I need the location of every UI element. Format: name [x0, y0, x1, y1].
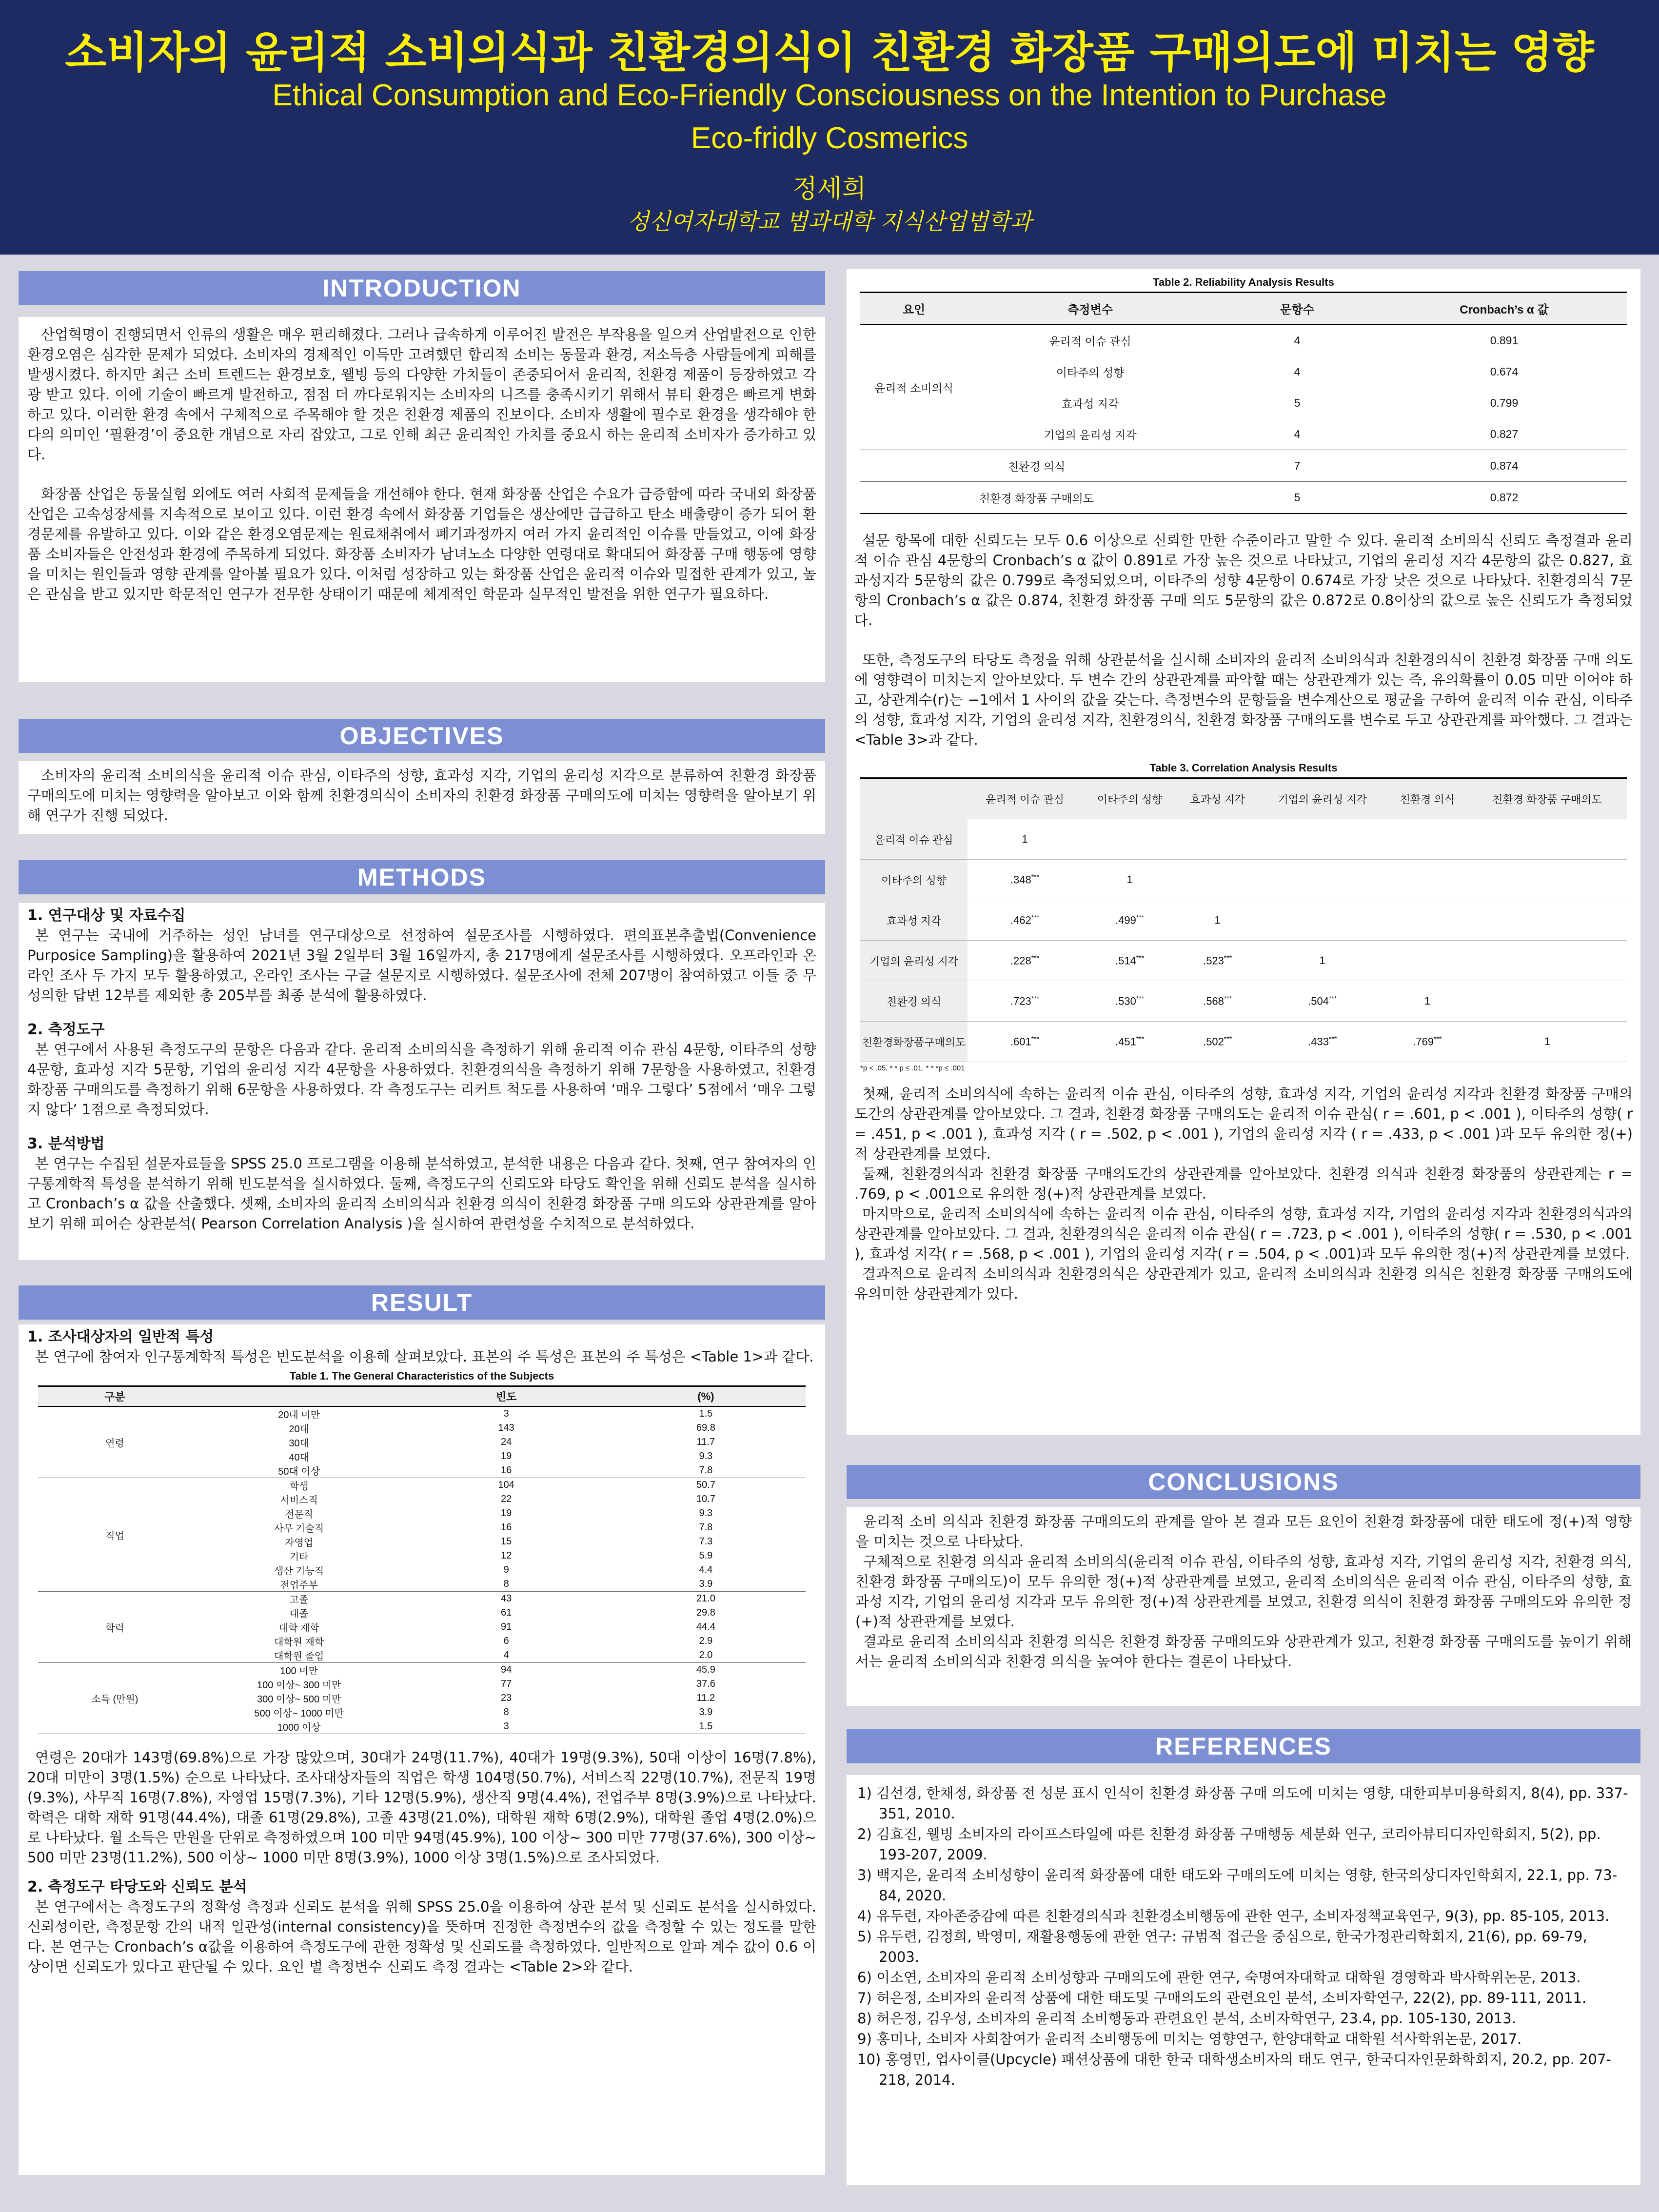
table-cell: 2.0	[606, 1648, 806, 1663]
table-row	[38, 1406, 806, 1421]
table-cell: 2.9	[699, 1636, 713, 1646]
table-cell	[1467, 1022, 1627, 1062]
correlation-value: .504	[1308, 995, 1329, 1007]
table-cell	[1467, 819, 1627, 860]
table-cell: 전업주부	[192, 1577, 407, 1592]
table-cell: 0.872	[1382, 482, 1627, 514]
table-1-header	[192, 1386, 407, 1407]
significance-stars: ***	[1136, 994, 1145, 1003]
correlation-conclusion: 결과적으로 윤리적 소비의식과 친환경의식은 상관관계가 있고, 윤리적 소비의식과 친환경 의식은 친환경 화장품 구매의도에 유의미한 상관관계가 있다.	[854, 1265, 1633, 1302]
table-cell	[1258, 819, 1387, 860]
table-row	[860, 981, 1627, 1022]
intro-heading: INTRODUCTION	[19, 271, 825, 305]
methods-section-1-text: 본 연구는 국내에 거주하는 성인 남녀를 연구대상으로 선정하여 설문조사를 시행하였다. 편의표본추출법(Convenience Purposice Sampling)을 활용하여 2021년 3월 2일부터 3월 16일까지, 총 217명에게 설문조사를 시행하였다. 오프라인과 온라인 조사 두 가지 모두 활용하였고, 온라인 조사는 구글 설문지로 시행하였다. 설문조사에 전체 207명이 참여하였고 이들 중 무성의한 답변 12부를 제외한 총 205부를 최종 분석에 활용하였다.	[27, 927, 816, 1004]
table-cell: 0.674	[1490, 365, 1519, 378]
table-cell: 19	[501, 1451, 512, 1462]
table-1-caption: Table 1. The General Characteristics of the Subjects	[289, 1370, 554, 1382]
table-row	[860, 860, 1627, 900]
table-cell	[1082, 981, 1177, 1022]
correlation-value: .502	[1203, 1035, 1224, 1048]
table-cell: 23	[501, 1693, 512, 1703]
result-panel	[19, 1324, 825, 2175]
table-3-column-header: 이타주의 성향	[1082, 778, 1177, 819]
table-cell: 4.4	[699, 1564, 713, 1575]
table-cell	[968, 860, 1082, 900]
table-cell: 0.799	[1490, 396, 1519, 409]
reference-item: 7) 허은정, 소비자의 윤리적 상품에 대한 태도및 구매의도의 관련요인 분석, 소비자학연구, 22(2), pp. 89-111, 2011.	[857, 1990, 1587, 2006]
correlation-value: .228	[1010, 954, 1031, 967]
table-cell: 21.0	[696, 1593, 715, 1604]
table-cell: 0.874	[1490, 459, 1519, 472]
table-cell: 친환경 화장품 구매의도	[860, 482, 1213, 514]
table-cell: 3	[407, 1719, 606, 1734]
table-cell	[1387, 941, 1468, 981]
table-cell	[1467, 941, 1627, 981]
table-cell: 4	[407, 1648, 606, 1663]
author: 정세희	[792, 175, 867, 204]
table-cell: 24	[501, 1437, 512, 1447]
table-2-group-label: 윤리적 소비의식	[874, 381, 953, 395]
table-cell	[1387, 860, 1468, 900]
table-1-group-label: 소득 (만원)	[38, 1663, 192, 1734]
table-cell: 9	[503, 1564, 509, 1575]
table-cell: 0.891	[1490, 334, 1519, 347]
table-cell: 15	[501, 1536, 512, 1547]
correlation-value: .769	[1413, 1035, 1434, 1048]
table-cell: 5	[1294, 396, 1301, 409]
table-cell: 대졸	[289, 1609, 309, 1620]
conclusions-paragraph-1: 윤리적 소비 의식과 친환경 화장품 구매의도의 관계를 알아 본 결과 모든 요인이 친환경 화장품에 대한 태도에 정(+)적 영향을 미치는 것으로 나타났다.	[855, 1513, 1632, 1550]
table-cell: 22	[501, 1494, 512, 1504]
correlation-value: .514	[1115, 954, 1136, 967]
table-cell	[1177, 860, 1258, 900]
table-cell: 4	[1294, 334, 1301, 347]
significance-stars: ***	[1224, 1035, 1232, 1043]
reliability-discussion: 설문 항목에 대한 신뢰도는 모두 0.6 이상으로 신뢰할 만한 수준이라고 말할 수 있다. 윤리적 소비의식 신뢰도 측정결과 윤리적 이슈 관심 4문항의 Cronbach’s α 값이 0.891로 가장 높은 것으로 나타났고, 기업의 윤리성 지각 4문항의 값은 0.827, 효과성지각 5문항의 값은 0.799로 측정되었으며, 이타주의 성향 4문항이 0.674로 가장 낮은 것으로 나타났다. 친환경의식 7문항의 Cronbach’s α 값은 0.874, 친환경 화장품 구매 의도 5문항의 값은 0.872로 0.8이상의 값으로 높은 신뢰도가 측정되었다.	[854, 532, 1633, 629]
table-cell: 기타	[289, 1552, 309, 1562]
table-cell: 9.3	[699, 1508, 713, 1519]
significance-stars: ***	[1031, 954, 1040, 962]
table-cell	[968, 1022, 1082, 1062]
table-cell	[1387, 900, 1468, 941]
correlation-value: .568	[1203, 995, 1224, 1007]
table-cell	[1258, 860, 1387, 900]
table-cell	[968, 941, 1082, 981]
significance-stars: ***	[1136, 913, 1145, 922]
table-3-row-header: 친환경 의식	[860, 981, 968, 1022]
table-cell: 94	[501, 1664, 512, 1675]
table-row	[860, 450, 1627, 482]
table-cell: 전문직	[285, 1509, 314, 1520]
table-row	[860, 482, 1627, 514]
significance-stars: ***	[1136, 954, 1145, 962]
table-2-header: 요인	[860, 293, 968, 325]
correlation-value: 1	[1544, 1035, 1550, 1047]
table-3-row-header: 기업의 윤리성 지각	[860, 941, 968, 981]
methods-heading: METHODS	[19, 860, 825, 894]
result-section-1-text: 본 연구에 참여자 인구통계학적 특성은 빈도분석을 이용해 살펴보았다. 표본의 주 특성은 표본의 주 특성은 <Table 1>과 같다.	[35, 1348, 814, 1365]
table-cell	[1467, 981, 1627, 1022]
table-3-column-header: 효과성 지각	[1177, 778, 1258, 819]
table-cell: 40대	[289, 1452, 309, 1463]
correlation-value: 1	[1022, 833, 1028, 845]
table-cell: 이타주의 성향	[1056, 366, 1125, 379]
correlation-finding-3: 마지막으로, 윤리적 소비의식에 속하는 윤리적 이슈 관심, 이타주의 성향, 효과성 지각, 기업의 윤리성 지각과 친환경의식과의 상관관계를 알아보았다. 그 결과, 친환경의식은 윤리적 이슈 관심( r = .723, p < .001 ), 이타주의 성향( r = .530, p < .001 ), 효과성 지각( r = .568, p < .001 ), 기업의 윤리성 지각( r = .504, p < .001)과 모두 유의한 정(+)적 상관관계를 보였다.	[854, 1205, 1633, 1262]
table-1-header: 구분	[38, 1386, 192, 1407]
table-cell: 29.8	[696, 1607, 715, 1618]
table-2-caption: Table 2. Reliability Analysis Results	[1153, 276, 1334, 288]
significance-stars: ***	[1031, 913, 1040, 922]
table-cell: 0.827	[1490, 427, 1519, 440]
table-cell: 77	[501, 1679, 512, 1689]
table-cell: 44.4	[696, 1621, 715, 1632]
table-cell: 1.5	[606, 1719, 806, 1734]
table-cell: 30대	[289, 1438, 309, 1449]
methods-section-3-text: 본 연구는 수집된 설문자료들을 SPSS 25.0 프로그램을 이용해 분석하였고, 분석한 내용은 다음과 같다. 첫째, 연구 참여자의 인구통계학적 특성을 분석하기 위해 빈도분석을 실시하였다. 둘째, 측정도구의 신뢰도와 타당도 확인을 위해 신뢰도 분석을 실시하고 Cronbach’s α 값을 산출했다. 셋째, 소비자의 윤리적 소비의식과 친환경 의식이 친환경 화장품 구매 의도와 상관관계를 알아보기 위해 피어슨 상관분석( Pearson Correlation Analysis )을 실시하여 관련성을 수치적으로 분석하였다.	[27, 1155, 816, 1232]
table-cell: 서비스직	[280, 1495, 318, 1506]
table-cell: 사무 기술직	[274, 1523, 324, 1534]
intro-paragraph-2: 화장품 산업은 동물실험 외에도 여러 사회적 문제들을 개선해야 한다. 현재 화장품 산업은 수요가 급증함에 따라 국내외 화장품 산업은 고속성장세를 지속적으로 보이고 있다. 이런 환경 속에서 화장품 기업들은 생산에만 급급하고 탄소 배출량이 증가 되어 환경문제를 유발하고 있다. 이와 같은 환경오염문제는 원료채취에서 폐기과정까지 여러 가지 윤리적인 이슈를 만들었고, 이에 화장품 소비자들은 안전성과 환경에 주목하게 되었다. 화장품 소비자가 남녀노소 다양한 연령대로 확대되어 화장품 구매 행동에 영향을 미치는 원인들과 영향 관계를 알아볼 필요가 있다. 이처럼 성장하고 있는 화장품 산업은 윤리적 이슈와 밀접한 관계가 있고, 높은 관심을 받고 있지만 학문적인 연구가 전무한 상태이기 때문에 체계적인 학문과 실무적인 발전을 위한 연구가 필요하다.	[27, 486, 816, 602]
table-cell: 50대 이상	[192, 1463, 407, 1478]
table-cell	[1258, 941, 1387, 981]
table-cell: 104	[498, 1480, 514, 1490]
table-cell: 기업의 윤리성 지각	[1044, 428, 1137, 441]
title-english-line-1: Ethical Consumption and Eco-Friendly Consciousness on the Intention to Purchase	[272, 79, 1387, 112]
result-section-2-text: 본 연구에서는 측정도구의 정확성 측정과 신뢰도 분석을 위해 SPSS 25.0을 이용하여 상관 분석 및 신뢰도 분석을 실시하였다. 신뢰성이란, 측정문항 간의 내적 일관성(internal consistency)을 뜻하며 진정한 측정변수의 값을 측정할 수 있는 정도를 말한다. 본 연구는 Cronbach’s α값을 이용하여 측정도구에 관한 정확성 및 신뢰도를 측정하였다. 일반적으로 알파 계수 값이 0.6 이상이면 신뢰도가 있다고 판단될 수 있다. 요인 별 측정변수 신뢰도 측정 결과는 <Table 2>와 같다.	[27, 1898, 816, 1975]
table-2-header: 측정변수	[968, 293, 1213, 325]
table-2	[860, 292, 1627, 514]
table-1-header: (%)	[606, 1386, 806, 1407]
table-cell: 5	[1213, 482, 1382, 514]
table-cell: 100 이상~ 300 미만	[257, 1680, 341, 1691]
table-cell	[1177, 1022, 1258, 1062]
objectives-panel	[19, 761, 825, 834]
table-cell: 37.6	[696, 1679, 715, 1689]
table-cell	[1177, 941, 1258, 981]
table-1-group-label: 학력	[38, 1592, 192, 1663]
reference-item: 4) 유두련, 자아존중감에 따른 친환경의식과 친환경소비행동에 관한 연구, 소비자정책교육연구, 9(3), pp. 85-105, 2013.	[857, 1908, 1610, 1924]
reference-item: 2) 김효진, 웰빙 소비자의 라이프스타일에 따른 친환경 화장품 구매행동 세분화 연구, 코리아뷰티디자인학회지, 5(2), pp. 193-207, 2009.	[857, 1826, 1601, 1863]
significance-stars: ***	[1224, 954, 1232, 962]
table-cell	[1387, 1022, 1468, 1062]
significance-stars: ***	[1031, 873, 1040, 881]
methods-panel	[19, 903, 825, 1260]
correlation-value: 1	[1319, 954, 1325, 967]
table-3-column-header: 기업의 윤리성 지각	[1258, 778, 1387, 819]
correlation-value: 1	[1424, 995, 1430, 1007]
table-cell: 100 미만	[280, 1666, 318, 1677]
correlation-value: .499	[1115, 914, 1136, 927]
table-cell: 61	[501, 1607, 512, 1618]
correlation-value: .530	[1115, 995, 1136, 1007]
table-3-row-header: 윤리적 이슈 관심	[860, 819, 968, 860]
table-3	[860, 777, 1627, 1062]
table-row	[860, 1022, 1627, 1062]
conclusions-paragraph-2: 구체적으로 친환경 의식과 윤리적 소비의식(윤리적 이슈 관심, 이타주의 성향, 효과성 지각, 기업의 윤리성 지각, 친환경 의식, 친환경 화장품 구매의도)이 모두 유의한 정(+)적 상관관계를 보였고, 윤리적 소비의식은 윤리적 이슈 관심, 이타주의 성향, 효과성 지각, 기업의 윤리성 지각과 모두 유의한 정(+)적 상관관계를 보였고, 친환경 의식이 친환경 화장품 구매의도와 유의한 정(+)적 상관관계를 보였다.	[855, 1553, 1632, 1630]
table-cell: 효과성 지각	[1061, 397, 1119, 410]
reference-item: 3) 백지은, 윤리적 소비성향이 윤리적 화장품에 대한 태도와 구매의도에 미치는 영향, 한국의상디자인학회지, 22.1, pp. 73-84, 2020.	[857, 1867, 1618, 1904]
table-3-note: *p < .05, * * p ≤ .01, * * *p ≤ .001	[860, 1064, 965, 1072]
reference-item: 6) 이소연, 소비자의 윤리적 소비성향과 구매의도에 관한 연구, 숙명여자대학교 대학원 경영학과 박사학위논문, 2013.	[857, 1969, 1581, 1986]
table-3-column-header: 친환경 화장품 구매의도	[1467, 778, 1627, 819]
table-row	[38, 1478, 806, 1493]
table-cell: 69.8	[696, 1422, 715, 1433]
table-cell: 9.3	[699, 1451, 713, 1462]
table-cell: 대학원 졸업	[192, 1648, 407, 1663]
table-cell: 3.9	[699, 1707, 713, 1718]
poster-header	[0, 0, 1659, 255]
table-cell: 91	[501, 1621, 512, 1632]
table-cell: 11.2	[696, 1693, 715, 1703]
table-cell: 12	[501, 1550, 512, 1561]
objectives-paragraph: 소비자의 윤리적 소비의식을 윤리적 이슈 관심, 이타주의 성향, 효과성 지각, 기업의 윤리성 지각으로 분류하여 친환경 화장품 구매의도에 미치는 영향력을 알아보고 이와 함께 친환경의식이 소비자의 친환경 화장품 구매의도에 미치는 영향력을 알아보기 위해 연구가 진행 되었다.	[27, 767, 816, 824]
table-cell	[1387, 981, 1468, 1022]
table-cell	[1177, 981, 1258, 1022]
result-demographics-summary: 연령은 20대가 143명(69.8%)으로 가장 많았으며, 30대가 24명(11.7%), 40대가 19명(9.3%), 50대 이상이 16명(7.8%), 20대 미만이 3명(1.5%) 순으로 나타났다. 조사대상자들의 직업은 학생 104명(50.7%), 서비스직 22명(10.7%), 전문직 19명(9.3%), 사무직 16명(7.8%), 자영업 15명(7.3%), 기타 12명(5.9%), 생산직 9명(4.4%), 전업주부 8명(3.9%)으로 나타났다. 학력은 대학 재학 91명(44.4%), 대졸 61명(29.8%), 고졸 43명(21.0%), 대학원 재학 6명(2.9%), 대학원 졸업 4명(2.0%)으로 나타났다. 월 소득은 만원을 단위로 측정하였으며 100 미만 94명(45.9%), 100 이상~ 300 미만 77명(37.6%), 300 이상~ 500 미만 23명(11.2%), 500 이상~ 1000 미만 8명(3.9%), 1000 이상 3명(1.5%)으로 조사되었다.	[27, 1749, 816, 1866]
significance-stars: ***	[1329, 994, 1337, 1003]
table-cell	[1258, 981, 1387, 1022]
correlation-value: .348	[1010, 873, 1031, 886]
table-cell: 16	[407, 1463, 606, 1478]
table-cell: 20대 미만	[278, 1410, 320, 1421]
table-cell: 20대	[289, 1424, 309, 1435]
table-cell: 친환경 의식	[1007, 460, 1066, 473]
validity-discussion: 또한, 측정도구의 타당도 측정을 위해 상관분석을 실시해 소비자의 윤리적 소비의식과 친환경의식이 친환경 화장품 구매 의도에 영향력이 미치는지 알아보았다. 두 변수 간의 상관관계를 파악할 때는 상관관계가 있는 즉, 유의확률이 0.05 미만 이어야 하고, 상관계수(r)는 −1에서 1 사이의 값을 갖는다. 측정변수의 문항들을 변수계산으로 평균을 구하여 윤리적 이슈 관심, 이타주의 성향, 효과성 지각, 기업의 윤리성 지각, 친환경의식, 친환경 화장품 구매의도를 변수로 두고 상관관계를 파악했다. 그 결과는 <Table 3>과 같다.	[854, 652, 1633, 748]
table-cell	[1258, 900, 1387, 941]
correlation-value: .723	[1010, 995, 1031, 1007]
reference-item: 10) 홍영민, 업사이클(Upcycle) 패션상품에 대한 한국 대학생소비자의 태도 연구, 한국디자인문화학회지, 20.2, pp. 207-218, 2014.	[857, 2051, 1611, 2088]
table-row	[860, 819, 1627, 860]
table-row	[860, 324, 1627, 356]
table-cell: 6	[503, 1636, 509, 1646]
reference-item: 1) 김선경, 한채정, 화장품 전 성분 표시 인식이 친환경 화장품 구매 의도에 미치는 영향, 대한피부미용학회지, 8(4), pp. 337-351, 2010.	[857, 1785, 1628, 1822]
table-row	[860, 356, 1627, 387]
table-cell	[1177, 900, 1258, 941]
table-cell: 19	[501, 1508, 512, 1519]
table-cell: 8	[407, 1577, 606, 1592]
table-cell	[1082, 1022, 1177, 1062]
reference-item: 9) 홍미나, 소비자 사회참여가 윤리적 소비행동에 미치는 영향연구, 한양대학교 대학원 석사학위논문, 2017.	[857, 2031, 1522, 2047]
table-cell	[1082, 941, 1177, 981]
table-cell: 11.7	[696, 1437, 715, 1447]
table-cell	[968, 981, 1082, 1022]
table-cell: 1.5	[699, 1408, 713, 1419]
correlation-finding-2: 둘째, 친환경의식과 친환경 화장품 구매의도간의 상관관계를 알아보았다. 친환경 의식과 친환경 화장품의 상관관계는 r = .769, p < .001으로 유의한 정(+)적 상관관계를 보였다.	[854, 1165, 1633, 1202]
references-panel	[847, 1775, 1640, 2185]
table-cell: 고졸	[289, 1595, 309, 1605]
methods-section-1-title: 1. 연구대상 및 자료수집	[27, 907, 186, 924]
table-cell: 5.9	[699, 1550, 713, 1561]
correlation-value: .462	[1010, 914, 1031, 927]
methods-section-2-text: 본 연구에서 사용된 측정도구의 문항은 다음과 같다. 윤리적 소비의식을 측정하기 위해 윤리적 이슈 관심 4문항, 이타주의 성향 4문항, 효과성 지각 5문항, 기업의 윤리성 지각 4문항을 사용하였다. 친환경의식을 측정하기 위해 7문항을 사용하였고, 친환경 화장품 구매의도를 측정하기 위해 6문항을 사용하였다. 각 측정도구는 리커트 척도를 사용하여 ‘매우 그렇다’ 5점에서 ‘매우 그렇지 않다’ 1점으로 측정되었다.	[27, 1041, 816, 1118]
significance-stars: ***	[1224, 994, 1232, 1003]
table-cell: 3.9	[606, 1577, 806, 1592]
table-cell: 생산 기능직	[274, 1566, 324, 1577]
table-cell: 윤리적 이슈 관심	[1049, 335, 1131, 348]
table-cell: 16	[501, 1522, 512, 1533]
table-1-group-label: 연령	[38, 1406, 192, 1478]
table-cell: 10.7	[696, 1494, 715, 1504]
table-1	[38, 1385, 806, 1734]
correlation-value: .601	[1010, 1035, 1031, 1048]
table-cell: 8	[503, 1707, 509, 1718]
table-1-header: 빈도	[407, 1386, 606, 1407]
conclusions-heading: CONCLUSIONS	[847, 1465, 1640, 1499]
table-cell: 4	[1294, 427, 1301, 440]
methods-section-2-title: 2. 측정도구	[27, 1021, 105, 1038]
table-3-column-header: 친환경 의식	[1387, 778, 1468, 819]
conclusions-paragraph-3: 결과로 윤리적 소비의식과 친환경 의식은 친환경 화장품 구매의도와 상관관계가 있고, 친환경 화장품 구매의도를 높이기 위해서는 윤리적 소비의식과 친환경 의식을 높여야 한다는 결론이 나타났다.	[855, 1633, 1632, 1670]
correlation-value: .523	[1203, 954, 1224, 967]
table-row	[860, 387, 1627, 418]
table-3-column-header: 윤리적 이슈 관심	[968, 778, 1082, 819]
table-cell: 대학 재학	[278, 1623, 319, 1634]
table-cell	[1082, 900, 1177, 941]
title-english-line-2: Eco-fridly Cosmerics	[691, 121, 968, 155]
table-cell: 50.7	[696, 1480, 715, 1490]
table-cell: 대학원 재학	[274, 1637, 324, 1648]
table-cell	[1467, 900, 1627, 941]
table-cell	[968, 900, 1082, 941]
table-row	[38, 1592, 806, 1606]
table-cell	[968, 819, 1082, 860]
table-row	[38, 1663, 806, 1678]
title-korean: 소비자의 윤리적 소비의식과 친환경의식이 친환경 화장품 구매의도에 미치는 영향	[65, 27, 1594, 78]
correlation-value: .451	[1115, 1035, 1136, 1048]
table-cell	[1082, 819, 1177, 860]
significance-stars: ***	[1031, 1035, 1040, 1043]
table-cell: 학생	[289, 1481, 309, 1492]
reference-item: 8) 허은정, 김우성, 소비자의 윤리적 소비행동과 관련요인 분석, 소비자학연구, 23.4, pp. 105-130, 2013.	[857, 2010, 1516, 2027]
table-cell: 7.8	[606, 1463, 806, 1478]
table-cell	[1467, 860, 1627, 900]
table-cell: 7.8	[699, 1522, 713, 1533]
correlation-finding-1: 첫째, 윤리적 소비의식에 속하는 윤리적 이슈 관심, 이타주의 성향, 효과성 지각, 기업의 윤리성 지각과 친환경 화장품 구매의도간의 상관관계를 알아보았다. 그 결과, 친환경 화장품 구매의도는 윤리적 이슈 관심( r = .601, p < .001 ), 이타주의 성향( r = .451, p < .001 ), 효과성 지각 ( r = .502, p < .001 ), 기업의 윤리성 지각 ( r = .433, p < .001 )과 모두 유의한 정(+)적 상관관계를 보였다.	[854, 1086, 1633, 1162]
table-cell	[1177, 819, 1258, 860]
significance-stars: ***	[1434, 1035, 1442, 1043]
intro-paragraph-1: 산업혁명이 진행되면서 인류의 생활은 매우 편리해졌다. 그러나 급속하게 이루어진 발전은 부작용을 일으켜 산업발전으로 인한 환경오염은 심각한 문제가 되었다. 소비자의 경제적인 이득만 고려했던 합리적 소비는 동물과 환경, 저소득층 사람들에게 피해를 발생시켰다. 하지만 최근 소비 트렌드는 환경보호, 웰빙 등의 다양한 가치들이 존중되어서 윤리적, 친환경 제품이 등장하였고 각광 받고 있다. 이에 기술이 빠르게 발전하고, 점점 더 까다로워지는 소비자의 니즈를 충족시키기 위해서 뷰티 환경은 빠르게 변화하고 있다. 이러한 환경 속에서 구체적으로 주목해야 할 것은 친환경 제품의 진보이다. 소비자 생활에 필수로 환경을 생각해야 한다의 의미인 ‘필환경’이 중요한 개념으로 자리 잡았고, 그로 인해 최근 윤리적인 가치를 중요시 하는 윤리적 소비자가 증가하고 있다.	[27, 326, 816, 463]
table-row	[860, 900, 1627, 941]
table-3-row-header: 이타주의 성향	[860, 860, 968, 900]
result-heading: RESULT	[19, 1285, 825, 1320]
correlation-value: 1	[1126, 873, 1133, 886]
significance-stars: ***	[1136, 1035, 1145, 1043]
right-results-panel	[847, 269, 1640, 1435]
table-2-header: Cronbach’s α 값	[1382, 293, 1627, 325]
table-cell: 500 이상~ 1000 미만	[254, 1708, 344, 1719]
intro-panel	[19, 317, 825, 682]
reference-item: 5) 유두련, 김정희, 박영미, 재활용행동에 관한 연구: 규범적 접근을 중심으로, 한국가정관리학회지, 21(6), pp. 69-79, 2003.	[857, 1928, 1587, 1965]
affiliation: 성신여자대학교 법과대학 지식산업법학과	[627, 208, 1032, 235]
result-section-2-title: 2. 측정도구 타당도와 신뢰도 분석	[27, 1878, 247, 1896]
table-cell: 300 이상~ 500 미만	[257, 1694, 341, 1705]
table-cell: 7.3	[699, 1536, 713, 1547]
conclusions-panel	[847, 1507, 1640, 1706]
table-cell: 자영업	[285, 1538, 314, 1548]
objectives-heading: OBJECTIVES	[19, 719, 825, 753]
table-cell: 143	[498, 1422, 514, 1433]
correlation-value: .433	[1308, 1035, 1329, 1048]
table-cell: 3	[503, 1408, 509, 1419]
significance-stars: ***	[1031, 994, 1040, 1003]
table-2-header: 문항수	[1213, 293, 1382, 325]
table-cell: 7	[1294, 459, 1301, 472]
table-cell: 45.9	[696, 1664, 715, 1675]
table-row	[860, 418, 1627, 450]
table-cell	[1082, 860, 1177, 900]
table-1-group-label: 직업	[38, 1478, 192, 1592]
table-3-row-header: 효과성 지각	[860, 900, 968, 941]
correlation-value: 1	[1214, 914, 1221, 926]
significance-stars: ***	[1329, 1035, 1337, 1043]
methods-section-3-title: 3. 분석방법	[27, 1135, 105, 1152]
references-heading: REFERENCES	[847, 1729, 1640, 1763]
table-cell: 43	[501, 1593, 512, 1604]
table-cell	[1387, 819, 1468, 860]
table-3-corner	[860, 778, 968, 819]
table-3-caption: Table 3. Correlation Analysis Results	[1149, 762, 1338, 774]
table-cell: 1000 이상	[192, 1719, 407, 1734]
table-cell	[1258, 1022, 1387, 1062]
table-row	[860, 941, 1627, 981]
table-cell: 4	[1294, 365, 1301, 378]
table-3-row-header: 친환경화장품구매의도	[860, 1022, 968, 1062]
result-section-1-title: 1. 조사대상자의 일반적 특성	[27, 1328, 214, 1345]
